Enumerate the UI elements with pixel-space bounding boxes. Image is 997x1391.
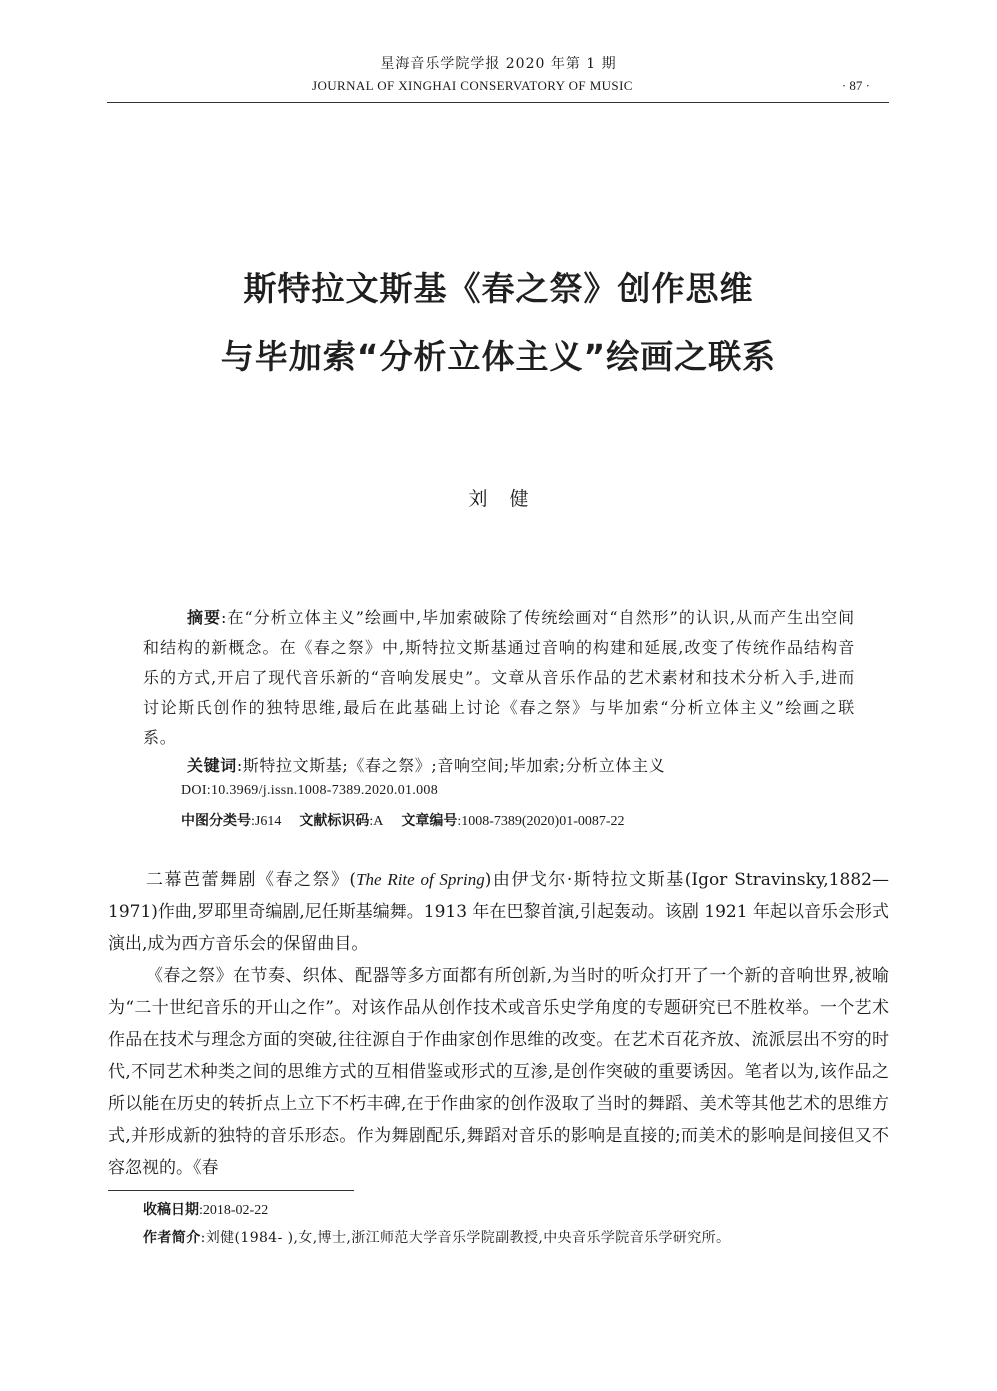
document-code-value: :A xyxy=(369,814,384,829)
body-paragraph-2: 《春之祭》在节奏、织体、配器等多方面都有所创新,为当时的听众打开了一个新的音响世界,被喻为“二十世纪音乐的开山之作”。对该作品从创作技术或音乐史学角度的专题研究已不胜枚举。一个艺术作品在技术与理念方面的突破,往往源自于作曲家创作思维的改变。在艺术百花齐放、流派层出不穷的时代,不同艺术种类之间的思维方式的互相借鉴或形式的互渗,是创作突破的重要诱因。笔者以为,该作品之所以能在历史的转折点上立下不朽丰碑,在于作曲家的创作汲取了当时的舞蹈、美术等其他艺术的思维方式,并形成新的独特的音乐形态。作为舞剧配乐,舞蹈对音乐的影响是直接的;而美术的影响是间接但又不容忽视的。《春 xyxy=(108,966,889,1178)
header-rule xyxy=(107,102,889,103)
running-header-chinese: 星海音乐学院学报 2020 年第 1 期 xyxy=(380,56,617,72)
footnote-received xyxy=(143,1199,268,1219)
abstract xyxy=(143,603,855,753)
page-number: · 87 · xyxy=(841,78,870,93)
keywords-text: :斯特拉文斯基;《春之祭》;音响空间;毕加索;分析立体主义 xyxy=(236,756,666,775)
clc-value: :J614 xyxy=(251,814,282,829)
footnote-rule xyxy=(108,1190,354,1191)
footnote-author-bio xyxy=(143,1227,730,1247)
article-title-line-1: 斯特拉文斯基《春之祭》创作思维 xyxy=(243,269,754,308)
bio-label: 作者简介 xyxy=(143,1230,201,1246)
article-number-label: 文章编号 xyxy=(401,813,458,829)
article-title-line-2: 与毕加索“分析立体主义”绘画之联系 xyxy=(220,337,777,376)
received-label: 收稿日期 xyxy=(143,1202,199,1218)
keywords-label: 关键词 xyxy=(187,756,237,775)
running-header-english: JOURNAL OF XINGHAI CONSERVATORY OF MUSIC xyxy=(312,78,633,93)
abstract-label: 摘要 xyxy=(187,608,222,627)
body-text xyxy=(108,864,889,1184)
article-number-value: :1008-7389(2020)01-0087-22 xyxy=(457,814,625,829)
document-code-label: 文献标识码 xyxy=(299,813,370,829)
clc-label: 中图分类号 xyxy=(181,813,251,829)
keywords xyxy=(187,753,665,776)
author-name: 刘健 xyxy=(468,488,551,510)
classification-line xyxy=(181,810,625,830)
bio-value: :刘健(1984- ),女,博士,浙江师范大学音乐学院副教授,中央音乐学院音乐学研究所。 xyxy=(200,1230,731,1246)
abstract-text: :在“分析立体主义”绘画中,毕加索破除了传统绘画对“自然形”的认识,从而产生出空间和结构的新概念。在《春之祭》中,斯特拉文斯基通过音响的构建和延展,改变了传统作品结构音乐的方式,开启了现代音乐新的“音响发展史”。文章从音乐作品的艺术素材和技术分析入手,进而讨论斯氏创作的独特思维,最后在此基础上讨论《春之祭》与毕加索“分析立体主义”绘画之联系。 xyxy=(143,608,855,747)
body-p1-part-b: )由伊戈尔·斯特拉文斯基(Igor Stravinsky,1882—1971)作曲,罗耶里奇编剧,尼任斯基编舞。1913 年在巴黎首演,引起轰动。该剧 1921 年起以音乐会形式演出,成为西方音乐会的保留曲目。 xyxy=(108,870,889,954)
english-title: The Rite of Spring xyxy=(356,870,485,889)
body-p1-part-a: 二幕芭蕾舞剧《春之祭》( xyxy=(146,870,357,890)
body-paragraph-1 xyxy=(108,864,889,960)
doi: DOI:10.3969/j.issn.1008-7389.2020.01.008 xyxy=(181,783,438,798)
received-value: :2018-02-22 xyxy=(199,1203,269,1218)
